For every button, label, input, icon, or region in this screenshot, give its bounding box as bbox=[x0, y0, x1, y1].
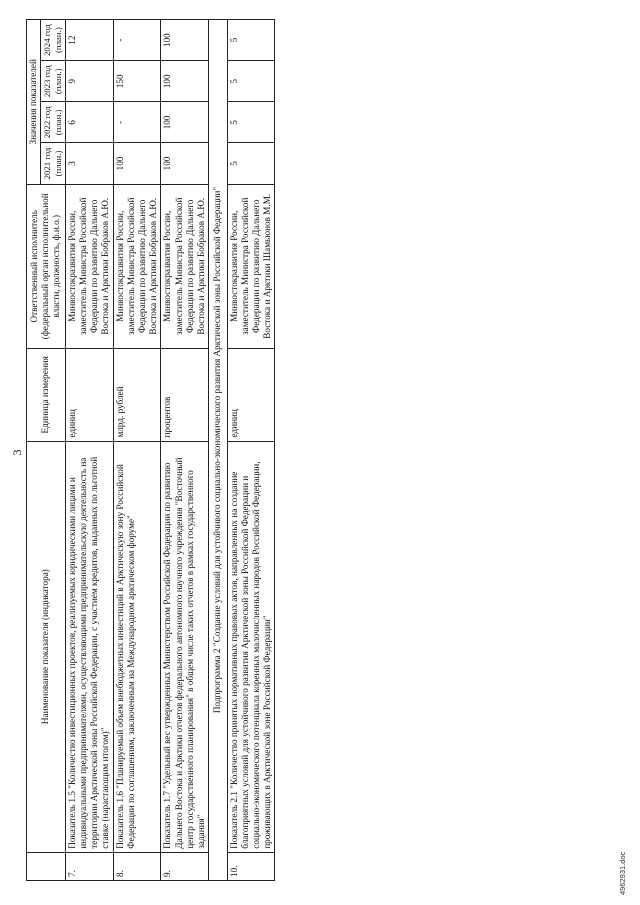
row-number: 9. bbox=[161, 852, 209, 880]
value-2021: 100 bbox=[113, 143, 161, 184]
value-2021: 3 bbox=[65, 143, 113, 184]
indicator-name: Показатель 1.6 "Планируемый объем внебюджетных инвестиций в Арктическую зону Российской Федерации по соглашениям, заключенным на Международном арктическом форуме" bbox=[113, 441, 161, 852]
row-number: 7. bbox=[65, 852, 113, 880]
row-number: 10. bbox=[227, 852, 275, 880]
value-2021: 100 bbox=[161, 143, 209, 184]
value-2024: 12 bbox=[65, 20, 113, 61]
value-2023: 9 bbox=[65, 61, 113, 102]
header-year-2023: 2023 год (план.) bbox=[41, 61, 65, 102]
subprogram-title: Подпрограмма 2 "Создание условий для устойчивого социально-экономического развития Арктической зоны Российской Федерации" bbox=[209, 20, 227, 881]
value-2021: 5 bbox=[227, 143, 275, 184]
table-row bbox=[161, 20, 209, 881]
value-2022: 100 bbox=[161, 102, 209, 143]
value-2023: 150 bbox=[113, 61, 161, 102]
header-name: Наименование показателя (индикатора) bbox=[27, 441, 66, 852]
page-number: 3 bbox=[10, 449, 24, 456]
indicator-unit: млрд. рублей bbox=[113, 349, 161, 442]
value-2024: 5 bbox=[227, 20, 275, 61]
indicator-unit: единиц bbox=[65, 349, 113, 442]
value-2023: 100 bbox=[161, 61, 209, 102]
indicator-name: Показатель 1.5 "Количество инвестиционных проектов, реализуемых юридическими лицами и индивидуальными предпринимателями, осуществляющими предпринимательскую деятельность на территории Арктической зоны Российской Федерации, с участием кредитов, выданных по льготной ставке (нарастающим итогом)" bbox=[65, 441, 113, 852]
row-number: 8. bbox=[113, 852, 161, 880]
indicator-executor: Минвостокразвития России, заместитель Министра Российской Федерации по развитию Дальнего Востока и Арктики Бобраков А.Ю. bbox=[161, 184, 209, 348]
indicator-name: Показатель 2.1 "Количество принятых нормативных правовых актов, направленных на создание благоприятных условий для устойчивого развития Арктической зоны Российской Федерации и социально-экономического потенциала коренных малочисленных народов Российской Федерации, проживающих в Арктической зоне Российской Федерации" bbox=[227, 441, 275, 852]
value-2022: - bbox=[113, 102, 161, 143]
value-2022: 6 bbox=[65, 102, 113, 143]
value-2024: 100 bbox=[161, 20, 209, 61]
value-2023: 5 bbox=[227, 61, 275, 102]
table-row bbox=[65, 20, 113, 881]
table-row bbox=[227, 20, 275, 881]
header-executor: Ответственный исполнитель (федеральный орган исполнительной власти, должность, ф.и.о.) bbox=[27, 184, 66, 348]
header-year-2022: 2022 год (план.) bbox=[41, 102, 65, 143]
indicators-table bbox=[26, 19, 275, 881]
indicator-unit: единиц bbox=[227, 349, 275, 442]
subprogram-row bbox=[209, 20, 227, 881]
indicator-executor: Минвостокразвития России, заместитель Министра Российской Федерации по развитию Дальнего Востока и Арктики Бобраков А.Ю. bbox=[113, 184, 161, 348]
header-year-2024: 2024 год (план.) bbox=[41, 20, 65, 61]
value-2022: 5 bbox=[227, 102, 275, 143]
header-values-group: Значения показателей bbox=[27, 20, 41, 185]
indicator-unit: процентов bbox=[161, 349, 209, 442]
indicator-name: Показатель 1.7 "Удельный вес утвержденных Министерством Российской Федерации по развитию Дальнего Востока и Арктики отчетов федерального автономного научного учреждения "Восточный центр государственного планирования" в общем числе таких отчетов в рамках государственного задания" bbox=[161, 441, 209, 852]
table-row bbox=[113, 20, 161, 881]
header-year-2021: 2021 год (план.) bbox=[41, 143, 65, 184]
header-unit: Единица измерения bbox=[27, 349, 66, 442]
document-code: 4962931.doc bbox=[618, 851, 627, 895]
value-2024: - bbox=[113, 20, 161, 61]
header-number bbox=[27, 852, 66, 880]
indicator-executor: Минвостокразвития России, заместитель Министра Российской Федерации по развитию Дальнего Востока и Арктики Бобраков А.Ю. bbox=[65, 184, 113, 348]
indicator-executor: Минвостокразвития России, заместитель Министра Российской Федерации по развитию Дальнего Востока и Арктики Шамьюнов М.М. bbox=[227, 184, 275, 348]
